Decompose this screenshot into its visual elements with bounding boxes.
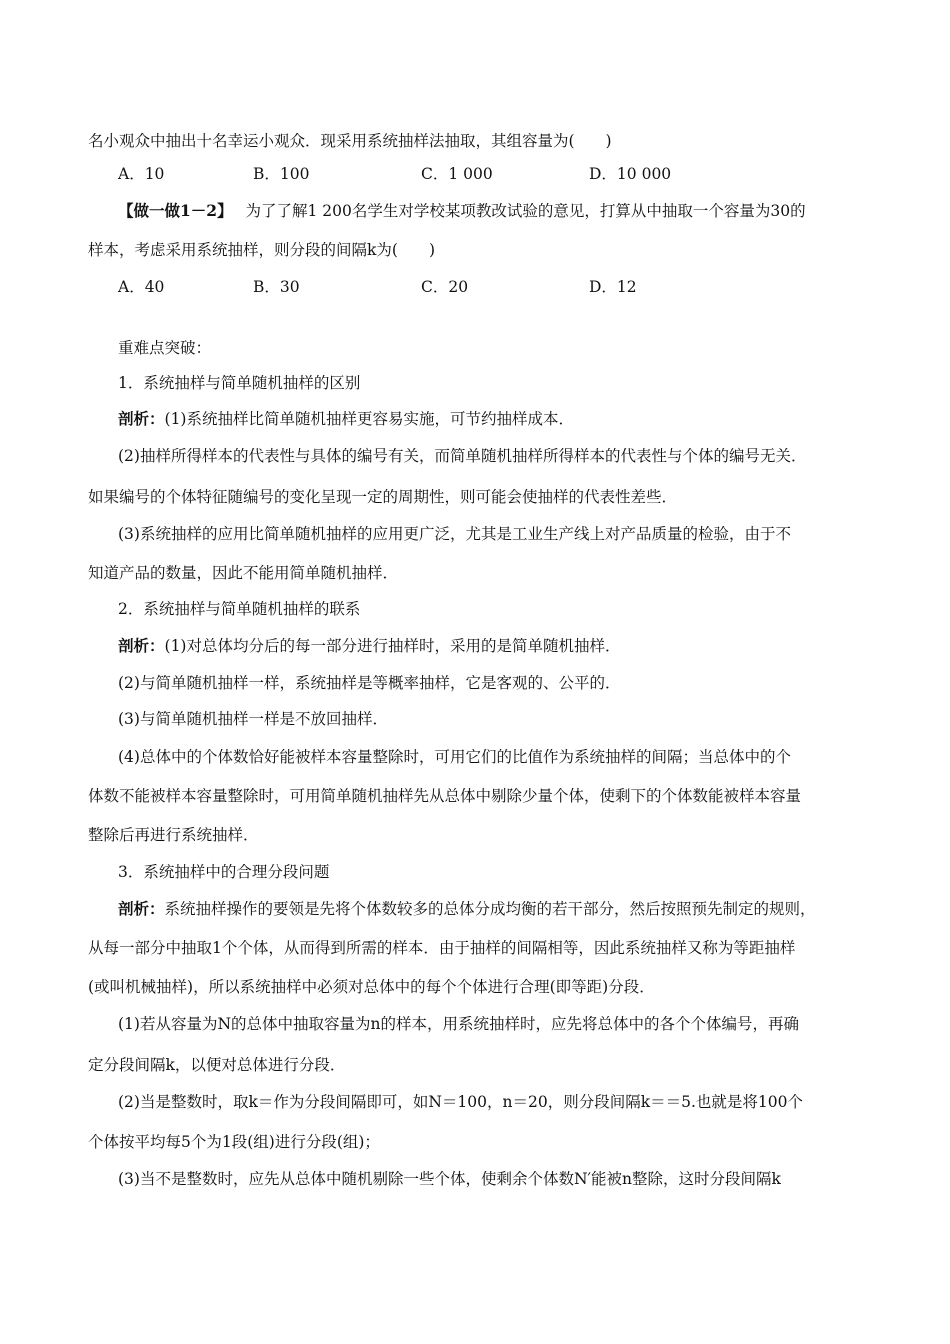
s3-para3-line1: (3)当不是整数时，应先从总体中随机剔除一些个体，使剩余个体数N′能被n整除，这时分段间隔k (118, 1170, 781, 1188)
s1-para1-text: (1)系统抽样比简单随机抽样更容易实施，可节约抽样成本． (164, 410, 574, 428)
s3-label: 剖析： (118, 899, 165, 918)
s1-para3-line1: (3)系统抽样的应用比简单随机抽样的应用更广泛，尤其是工业生产线上对产品质量的检验，由于不 (118, 525, 791, 543)
q2-option-c: C．20 (421, 278, 469, 296)
s2-para3: (3)与简单随机抽样一样是不放回抽样． (118, 710, 388, 728)
s2-para4-line1: (4)总体中的个体数恰好能被样本容量整除时，可用它们的比值作为系统抽样的间隔；当总体中的个 (118, 748, 791, 766)
s3-para0-line2: 从每一部分中抽取1个个体，从而得到所需的样本．由于抽样的间隔相等，因此系统抽样又称为等距抽样 (88, 939, 796, 957)
s2-para4-line2: 体数不能被样本容量整除时，可用简单随机抽样先从总体中剔除少量个体，使剩下的个体数能被样本容量 (88, 787, 802, 805)
section-heading: 重难点突破： (118, 339, 212, 357)
q2-option-a: A．40 (118, 278, 165, 296)
s2-para1 (118, 636, 620, 656)
s2-para1-text: (1)对总体均分后的每一部分进行抽样时，采用的是简单随机抽样． (164, 637, 621, 655)
s1-para2-line1: (2)抽样所得样本的代表性与具体的编号有关，而简单随机抽样所得样本的代表性与个体的编号无关． (118, 447, 807, 465)
q1-stem: 名小观众中抽出十名幸运小观众．现采用系统抽样法抽取，其组容量为( ) (88, 132, 612, 150)
s1-para2-line2: 如果编号的个体特征随编号的变化呈现一定的周期性，则可能会使抽样的代表性差些． (88, 488, 678, 506)
q1-option-b: B．100 (253, 165, 310, 183)
s3-title: 3．系统抽样中的合理分段问题 (118, 863, 330, 881)
q2-option-b: B．30 (253, 278, 300, 296)
s3-para1-line1: (1)若从容量为N的总体中抽取容量为n的样本，用系统抽样时，应先将总体中的各个个体编号，再确 (118, 1015, 800, 1033)
s3-para2-line2: 个体按平均每5个为1段(组)进行分段(组)； (88, 1133, 380, 1151)
s2-label: 剖析： (118, 636, 165, 655)
s1-para1 (118, 409, 574, 429)
s3-para2-line1: (2)当是整数时，取k＝作为分段间隔即可，如N＝100，n＝20，则分段间隔k＝＝5.也就是将100个 (118, 1093, 803, 1111)
q1-option-a: A．10 (118, 165, 165, 183)
q2-stem-text: 为了了解1 200名学生对学校某项教改试验的意见，打算从中抽取一个容量为30的 (245, 202, 806, 220)
s1-title: 1．系统抽样与简单随机抽样的区别 (118, 374, 361, 392)
s3-para1-line2: 定分段间隔k，以便对总体进行分段． (88, 1056, 346, 1074)
q2-tag: 【做一做1－2】 (118, 201, 233, 220)
s3-para0-line1 (118, 899, 816, 919)
s3-para0-line3: (或叫机械抽样)，所以系统抽样中必须对总体中的每个个体进行合理(即等距)分段． (88, 978, 655, 996)
q2-option-d: D．12 (589, 278, 637, 296)
s2-title: 2．系统抽样与简单随机抽样的联系 (118, 600, 361, 618)
s3-para0-text: 系统抽样操作的要领是先将个体数较多的总体分成均衡的若干部分，然后按照预先制定的规则， (164, 900, 816, 918)
s1-label: 剖析： (118, 409, 165, 428)
q2-stem-line2: 样本，考虑采用系统抽样，则分段的间隔k为( ) (88, 241, 435, 259)
s2-para2: (2)与简单随机抽样一样，系统抽样是等概率抽样，它是客观的、公平的． (118, 674, 621, 692)
q2-stem-line1 (118, 201, 806, 221)
s2-para4-line3: 整除后再进行系统抽样． (88, 826, 259, 844)
s1-para3-line2: 知道产品的数量，因此不能用简单随机抽样． (88, 564, 399, 582)
q1-option-c: C．1 000 (421, 165, 493, 183)
q1-option-d: D．10 000 (589, 165, 672, 183)
